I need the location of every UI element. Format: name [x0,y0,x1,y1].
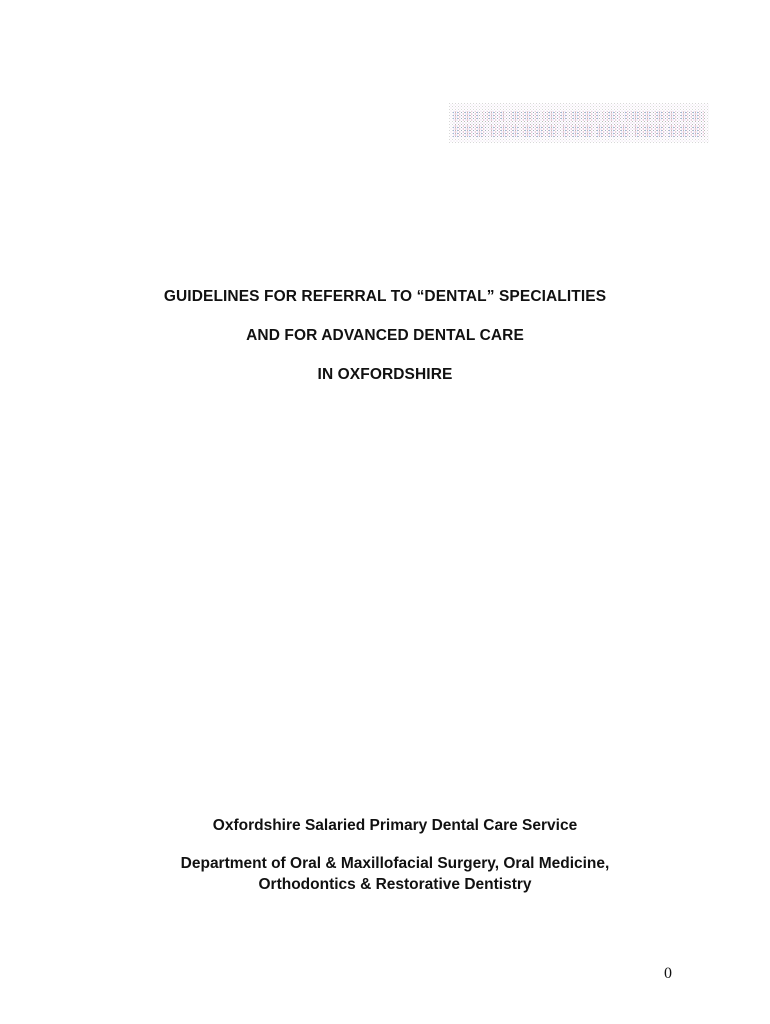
organisation-name: Oxfordshire Salaried Primary Dental Care Service [212,817,578,834]
department-line-2: Orthodontics & Restorative Dentistry [258,876,532,893]
title-line-1: GUIDELINES FOR REFERRAL TO “DENTAL” SPECIALITIES [163,288,607,305]
page-number: 0 [664,965,672,982]
title-line-2: AND FOR ADVANCED DENTAL CARE [246,327,524,344]
department-line-1: Department of Oral & Maxillofacial Surgery, Oral Medicine, [180,855,610,872]
logo-image [449,103,709,143]
title-line-3: IN OXFORDSHIRE [317,366,453,383]
